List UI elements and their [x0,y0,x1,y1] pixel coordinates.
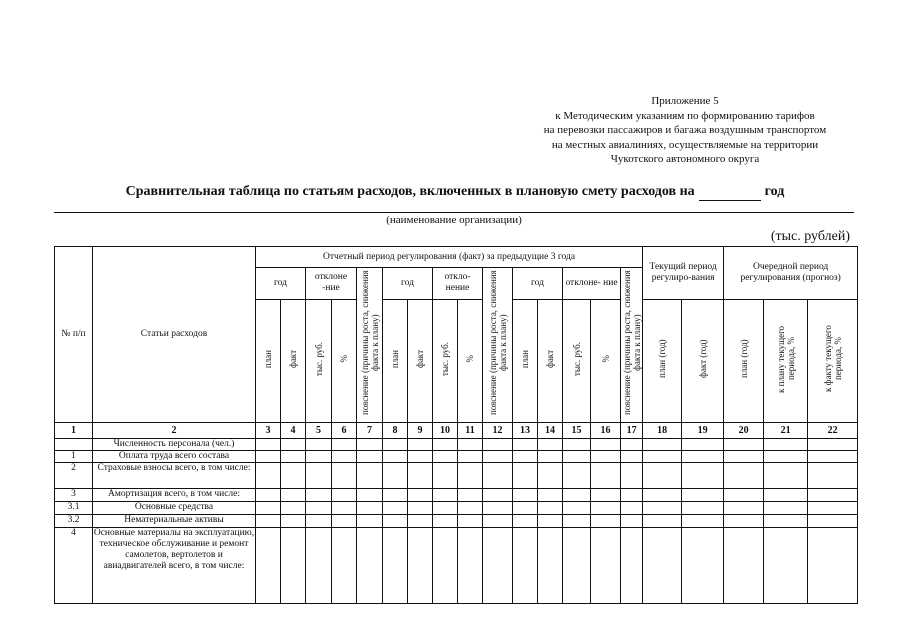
row-number [55,439,93,451]
data-cell [591,451,621,463]
data-cell [458,439,483,451]
data-cell [513,528,538,604]
data-cell [306,489,332,502]
column-number: 4 [281,423,306,439]
column-number: 3 [256,423,281,439]
column-number: 2 [93,423,256,439]
document-title [40,184,870,201]
data-cell [621,515,643,528]
data-cell [513,489,538,502]
data-cell [538,489,563,502]
data-cell [458,489,483,502]
header-report-period: Отчетный период регулирования (факт) за предыдущие 3 года [256,247,643,268]
data-cell [306,515,332,528]
data-cell [433,451,458,463]
row-number: 4 [55,528,93,604]
data-cell [538,515,563,528]
header-year-3: год [513,268,563,300]
data-cell [643,489,682,502]
annex-line-5: Чукотского автономного округа [610,153,760,166]
row-number: 2 [55,463,93,489]
data-cell [643,515,682,528]
data-cell [808,502,858,515]
data-cell [808,528,858,604]
data-cell [724,439,764,451]
column-number: 8 [383,423,408,439]
data-cell [281,515,306,528]
data-cell [483,502,513,515]
header-deviation-3: отклоне- ние [563,268,621,300]
organization-name-line [54,212,854,213]
data-cell [357,502,383,515]
data-cell [408,451,433,463]
data-cell [563,489,591,502]
data-cell [408,502,433,515]
data-cell [281,439,306,451]
data-cell [332,528,357,604]
header-current-fact: факт (год) [682,299,724,422]
data-cell [408,489,433,502]
row-label: Основные материалы на эксплуатацию, техническое обслуживание и ремонт самолетов, вертолетов и авиадвигателей всего, в том числе: [93,528,256,604]
table-row [55,439,858,451]
cost-comparison-table [54,246,858,604]
data-cell [538,463,563,489]
table-body [55,439,858,604]
data-cell [682,439,724,451]
header-current-plan: план (год) [643,299,682,422]
data-cell [433,463,458,489]
data-cell [383,451,408,463]
data-cell [306,502,332,515]
data-cell [383,489,408,502]
row-label: Основные средства [93,502,256,515]
data-cell [256,463,281,489]
data-cell [433,502,458,515]
table-row [55,463,858,489]
header-percent: % [591,299,621,422]
header-fact: факт [408,299,433,422]
row-number: 3.2 [55,515,93,528]
header-thousand-rub: тыс. руб. [306,299,332,422]
data-cell [682,515,724,528]
data-cell [538,451,563,463]
data-cell [621,451,643,463]
column-number: 5 [306,423,332,439]
data-cell [281,528,306,604]
data-cell [808,451,858,463]
data-cell [458,463,483,489]
data-cell [383,439,408,451]
title-year: год [764,184,785,199]
row-number: 3 [55,489,93,502]
data-cell [332,502,357,515]
annex-line-4: на местных авиалиниях, осуществляемые на территории [551,138,819,151]
header-explanation-2: пояснение (причины роста, снижения факта к плану) [483,268,513,423]
data-cell [483,439,513,451]
column-number: 10 [433,423,458,439]
header-year-2: год [383,268,433,300]
header-next-period: Очередной период регулирования (прогноз) [724,247,858,300]
column-number: 16 [591,423,621,439]
column-number: 13 [513,423,538,439]
annex-line-2: к Методическим указаниям по формированию тарифов [555,109,815,122]
data-cell [256,528,281,604]
data-cell [808,515,858,528]
column-number: 17 [621,423,643,439]
data-cell [383,528,408,604]
data-cell [682,451,724,463]
data-cell [433,439,458,451]
data-cell [538,502,563,515]
column-number: 20 [724,423,764,439]
data-cell [458,528,483,604]
data-cell [483,451,513,463]
data-cell [256,451,281,463]
header-explanation-3: пояснение (причины роста, снижения факта к плану) [621,268,643,423]
data-cell [682,489,724,502]
data-cell [724,463,764,489]
data-cell [621,489,643,502]
data-cell [682,528,724,604]
table-row [55,502,858,515]
row-label: Страховые взносы всего, в том числе: [93,463,256,489]
header-number: № п/п [55,247,93,423]
data-cell [513,463,538,489]
header-thousand-rub: тыс. руб. [563,299,591,422]
column-number: 11 [458,423,483,439]
data-cell [621,528,643,604]
header-next-to-fact: к факту текущего периода, % [808,299,858,422]
data-cell [538,528,563,604]
data-cell [643,502,682,515]
data-cell [591,439,621,451]
data-cell [383,515,408,528]
data-cell [483,489,513,502]
header-next-plan: план (год) [724,299,764,422]
data-cell [281,502,306,515]
data-cell [357,489,383,502]
data-cell [724,528,764,604]
column-number: 12 [483,423,513,439]
data-cell [408,463,433,489]
header-plan: план [383,299,408,422]
column-numbers-row [55,423,858,439]
data-cell [483,463,513,489]
data-cell [724,451,764,463]
data-cell [808,489,858,502]
data-cell [591,489,621,502]
annex-line-1: Приложение 5 [651,95,719,107]
data-cell [281,489,306,502]
row-label: Оплата труда всего состава [93,451,256,463]
data-cell [724,489,764,502]
column-number: 15 [563,423,591,439]
title-text: Сравнительная таблица по статьям расходов, включенных в плановую смету расходов на [125,184,695,199]
data-cell [433,515,458,528]
data-cell [256,439,281,451]
data-cell [256,515,281,528]
row-label: Амортизация всего, в том числе: [93,489,256,502]
data-cell [621,439,643,451]
data-cell [682,502,724,515]
row-label: Нематериальные активы [93,515,256,528]
data-cell [538,439,563,451]
data-cell [808,439,858,451]
data-cell [621,502,643,515]
data-cell [764,515,808,528]
data-cell [643,463,682,489]
table-row [55,528,858,604]
column-number: 22 [808,423,858,439]
header-current-period: Текущий период регулиро-вания [643,247,724,300]
data-cell [256,502,281,515]
data-cell [357,515,383,528]
data-cell [408,439,433,451]
data-cell [621,463,643,489]
data-cell [256,489,281,502]
column-number: 1 [55,423,93,439]
data-cell [591,502,621,515]
data-cell [682,463,724,489]
data-cell [643,528,682,604]
data-cell [764,528,808,604]
header-fact: факт [281,299,306,422]
column-number: 18 [643,423,682,439]
data-cell [591,515,621,528]
header-percent: % [458,299,483,422]
data-cell [808,463,858,489]
header-next-to-plan: к плану текущего периода, % [764,299,808,422]
table-row [55,515,858,528]
data-cell [332,489,357,502]
data-cell [357,463,383,489]
data-cell [724,515,764,528]
header-fact: факт [538,299,563,422]
data-cell [483,528,513,604]
column-number: 19 [682,423,724,439]
data-cell [513,502,538,515]
data-cell [332,451,357,463]
data-cell [513,515,538,528]
data-cell [357,528,383,604]
data-cell [383,463,408,489]
data-cell [563,515,591,528]
header-deviation-1: отклоне -ние [306,268,357,300]
header-deviation-2: откло- нение [433,268,483,300]
data-cell [764,489,808,502]
header-thousand-rub: тыс. руб. [433,299,458,422]
column-number: 21 [764,423,808,439]
data-cell [408,515,433,528]
data-cell [281,463,306,489]
data-cell [563,502,591,515]
table-row [55,489,858,502]
data-cell [306,451,332,463]
column-number: 9 [408,423,433,439]
column-number: 14 [538,423,563,439]
data-cell [332,439,357,451]
data-cell [764,451,808,463]
data-cell [433,528,458,604]
data-cell [764,463,808,489]
data-cell [433,489,458,502]
row-number: 1 [55,451,93,463]
data-cell [764,439,808,451]
units-label: (тыс. рублей) [770,229,850,244]
data-cell [764,502,808,515]
data-cell [458,502,483,515]
data-cell [458,515,483,528]
data-cell [458,451,483,463]
data-cell [483,515,513,528]
header-percent: % [332,299,357,422]
data-cell [306,463,332,489]
data-cell [357,451,383,463]
column-number: 6 [332,423,357,439]
data-cell [513,439,538,451]
header-explanation-1: пояснение (причины роста, снижения факта к плану) [357,268,383,423]
data-cell [306,528,332,604]
data-cell [591,463,621,489]
data-cell [383,502,408,515]
data-cell [306,439,332,451]
data-cell [513,451,538,463]
data-cell [643,439,682,451]
data-cell [563,463,591,489]
data-cell [563,439,591,451]
data-cell [563,528,591,604]
table-row [55,451,858,463]
row-number: 3.1 [55,502,93,515]
annex-line-3: на перевозки пассажиров и багажа воздушным транспортом [543,124,827,137]
column-number: 7 [357,423,383,439]
header-items: Статьи расходов [93,247,256,423]
data-cell [408,528,433,604]
data-cell [281,451,306,463]
row-label: Численность персонала (чел.) [93,439,256,451]
annex-block [500,94,870,167]
data-cell [332,463,357,489]
data-cell [332,515,357,528]
data-cell [591,528,621,604]
data-cell [643,451,682,463]
organization-caption: (наименование организации) [386,214,522,226]
header-plan: план [256,299,281,422]
data-cell [357,439,383,451]
year-blank-line [699,184,761,201]
header-plan: план [513,299,538,422]
header-year-1: год [256,268,306,300]
data-cell [724,502,764,515]
data-cell [563,451,591,463]
